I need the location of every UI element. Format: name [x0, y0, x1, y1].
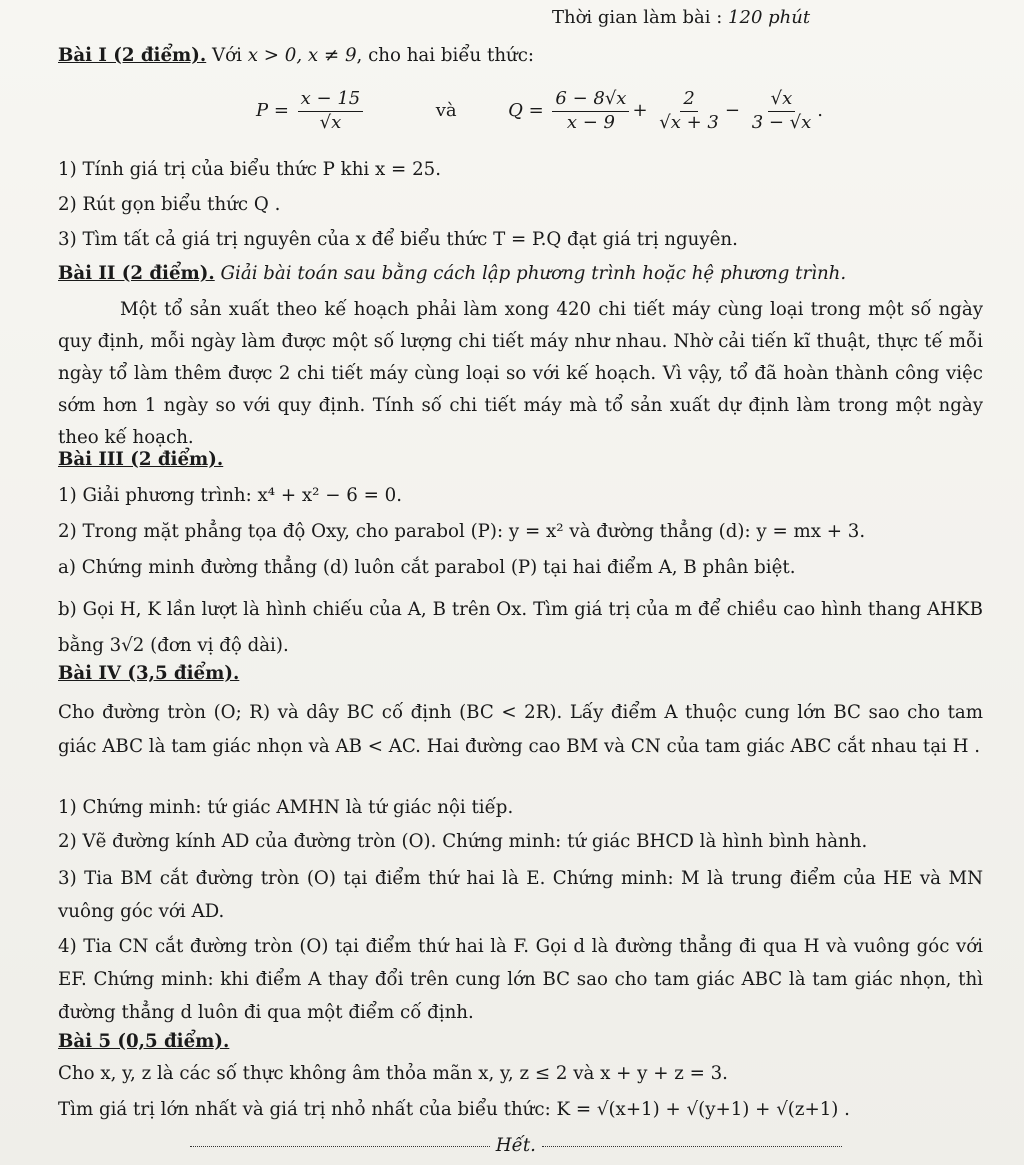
- bai3-q2: 2) Trong mặt phẳng tọa độ Oxy, cho parabol (P): y = x² và đường thẳng (d): y = mx + 3.: [58, 521, 866, 542]
- P-fraction: $\frac{x - 15}{√x}$: [298, 88, 364, 134]
- bai2-intro: Bài II (2 điểm). Giải bài toán sau bằng cách lập phương trình hoặc hệ phương trình.: [58, 263, 847, 284]
- bai3-heading: Bài III (2 điểm).: [58, 449, 224, 470]
- bai3-qa: a) Chứng minh đường thẳng (d) luôn cắt parabol (P) tại hai điểm A, B phân biệt.: [58, 557, 796, 578]
- bai5-line1: Cho x, y, z là các số thực không âm thỏa mãn x, y, z ≤ 2 và x + y + z = 3.: [58, 1063, 728, 1084]
- Q-term3: $\frac{√x}{3 - √x}$: [751, 88, 812, 133]
- bai1-heading: Bài I (2 điểm).: [58, 45, 207, 66]
- bai4-q3: 3) Tia BM cắt đường tròn (O) tại điểm thứ hai là E. Chứng minh: M là trung điểm của HE và MN vuông góc với AD.: [58, 868, 983, 922]
- bai5-heading: Bài 5 (0,5 điểm).: [58, 1031, 230, 1052]
- bai5-line2: Tìm giá trị lớn nhất và giá trị nhỏ nhất của biểu thức: K = √(x+1) + √(y+1) + √(z+1) .: [58, 1099, 850, 1120]
- bai3-qb: b) Gọi H, K lần lượt là hình chiếu của A, B trên Ox. Tìm giá trị của m để chiều cao hình thang AHKB bằng 3√2 (đơn vị độ dài).: [58, 599, 983, 656]
- bai2-body: Một tổ sản xuất theo kế hoạch phải làm xong 420 chi tiết máy cùng loại trong một số ngày quy định, mỗi ngày làm được một số lượng chi tiết máy như nhau. Nhờ cải tiến kĩ thuật, thực tế mỗi ngày tổ làm thêm được 2 chi tiết máy cùng loại so với kế hoạch. Vì vậy, tổ đã hoàn thành công việc sớm hơn 1 ngày so với quy định. Tính số chi tiết máy mà tổ sản xuất dự định làm trong một ngày theo kế hoạch.: [58, 299, 983, 448]
- bai1-q1: 1) Tính giá trị của biểu thức P khi x = 25.: [58, 159, 441, 180]
- bai4-intro: Cho đường tròn (O; R) và dây BC cố định (BC < 2R). Lấy điểm A thuộc cung lớn BC sao cho tam giác ABC là tam giác nhọn và AB < AC. Hai đường cao BM và CN của tam giác ABC cắt nhau tại H .: [58, 702, 983, 757]
- divider-right: [542, 1146, 842, 1147]
- bai4-heading: Bài IV (3,5 điểm).: [58, 663, 240, 684]
- Q-term2: $\frac{2}{√x + 3}$: [659, 88, 719, 133]
- bai1-q2: 2) Rút gọn biểu thức Q .: [58, 194, 281, 215]
- bai1-q3: 3) Tìm tất cả giá trị nguyên của x để biểu thức T = P.Q đạt giá trị nguyên.: [58, 229, 738, 250]
- time-limit: Thời gian làm bài : 120 phút: [552, 7, 811, 28]
- bai4-q4: 4) Tia CN cắt đường tròn (O) tại điểm thứ hai là F. Gọi d là đường thẳng đi qua H và vuông góc với EF. Chứng minh: khi điểm A thay đổi trên cung lớn BC sao cho tam giác ABC là tam giác nhọn, thì đường thẳng d luôn đi qua một điểm cố định.: [58, 936, 983, 1023]
- end-marker: Hết.: [190, 1134, 842, 1159]
- divider-left: [190, 1146, 490, 1147]
- bai2-heading: Bài II (2 điểm).: [58, 263, 215, 284]
- formula-row: P = $\frac{x - 15}{√x}$ và Q = $\frac{6 - 8√x}{x - 9}$ + $\frac{2}{√x + 3}$ − $\frac{√x}{3 - √x}$ .: [256, 88, 824, 133]
- bai4-q1: 1) Chứng minh: tứ giác AMHN là tứ giác nội tiếp.: [58, 797, 514, 818]
- bai4-q2: 2) Vẽ đường kính AD của đường tròn (O). Chứng minh: tứ giác BHCD là hình bình hành.: [58, 831, 868, 852]
- bai1-intro: Bài I (2 điểm). Với x > 0, x ≠ 9, cho hai biểu thức:: [58, 45, 535, 66]
- bai3-q1: 1) Giải phương trình: x⁴ + x² − 6 = 0.: [58, 485, 402, 506]
- Q-term1: $\frac{6 - 8√x}{x - 9}$: [552, 88, 629, 134]
